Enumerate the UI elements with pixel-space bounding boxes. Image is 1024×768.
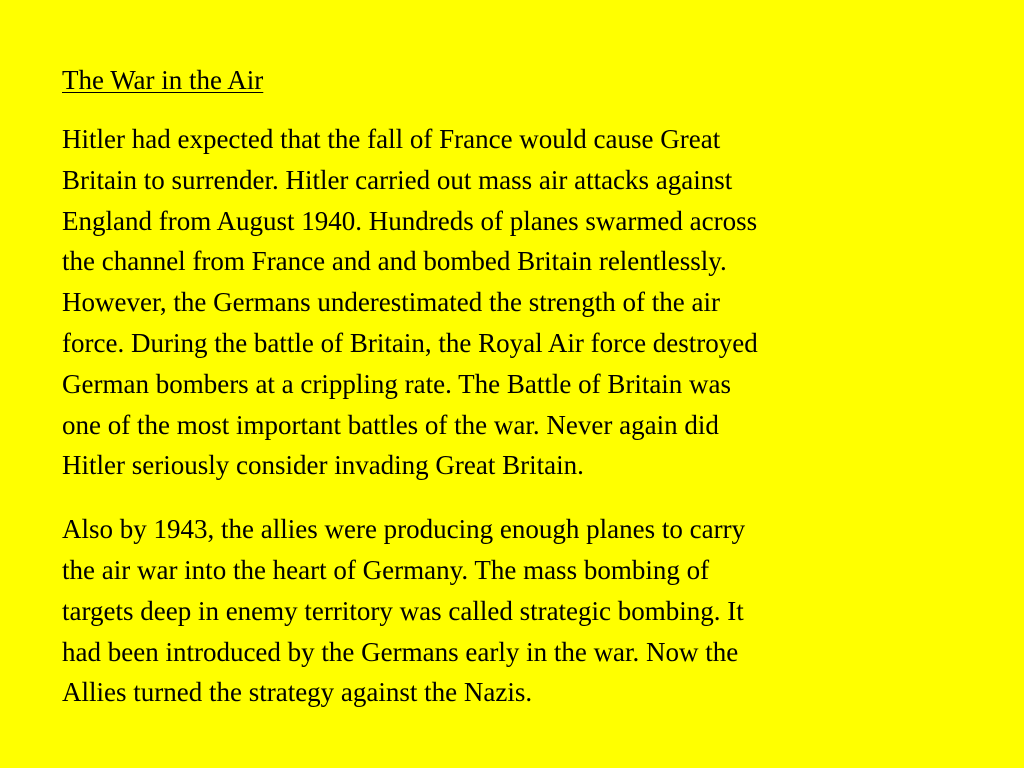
paragraph-battle-of-britain [62,119,962,486]
paragraph-line: Britain to surrender. Hitler carried out mass air attacks against [62,164,733,195]
paragraph-line: the air war into the heart of Germany. The mass bombing of [62,554,710,585]
paragraph-strategic-bombing [62,509,962,713]
paragraph-line: Allies turned the strategy against the Nazis. [62,677,533,708]
slide-title: The War in the Air [62,65,264,95]
paragraph-line: targets deep in enemy territory was called strategic bombing. It [62,595,744,626]
paragraph-line: Also by 1943, the allies were producing enough planes to carry [62,514,746,545]
paragraph-line: force. During the battle of Britain, the Royal Air force destroyed [62,327,758,358]
paragraph-line: one of the most important battles of the war. Never again did [62,409,719,440]
paragraph-line: the channel from France and and bombed Britain relentlessly. [62,246,727,277]
paragraph-line: However, the Germans underestimated the strength of the air [62,287,720,318]
paragraph-line: had been introduced by the Germans early in the war. Now the [62,636,739,667]
paragraph-line: England from August 1940. Hundreds of planes swarmed across [62,205,758,236]
paragraph-line: German bombers at a crippling rate. The Battle of Britain was [62,368,732,399]
slide-content [62,60,962,713]
paragraph-line: Hitler seriously consider invading Great Britain. [62,450,584,481]
paragraph-line: Hitler had expected that the fall of France would cause Great [62,124,721,154]
